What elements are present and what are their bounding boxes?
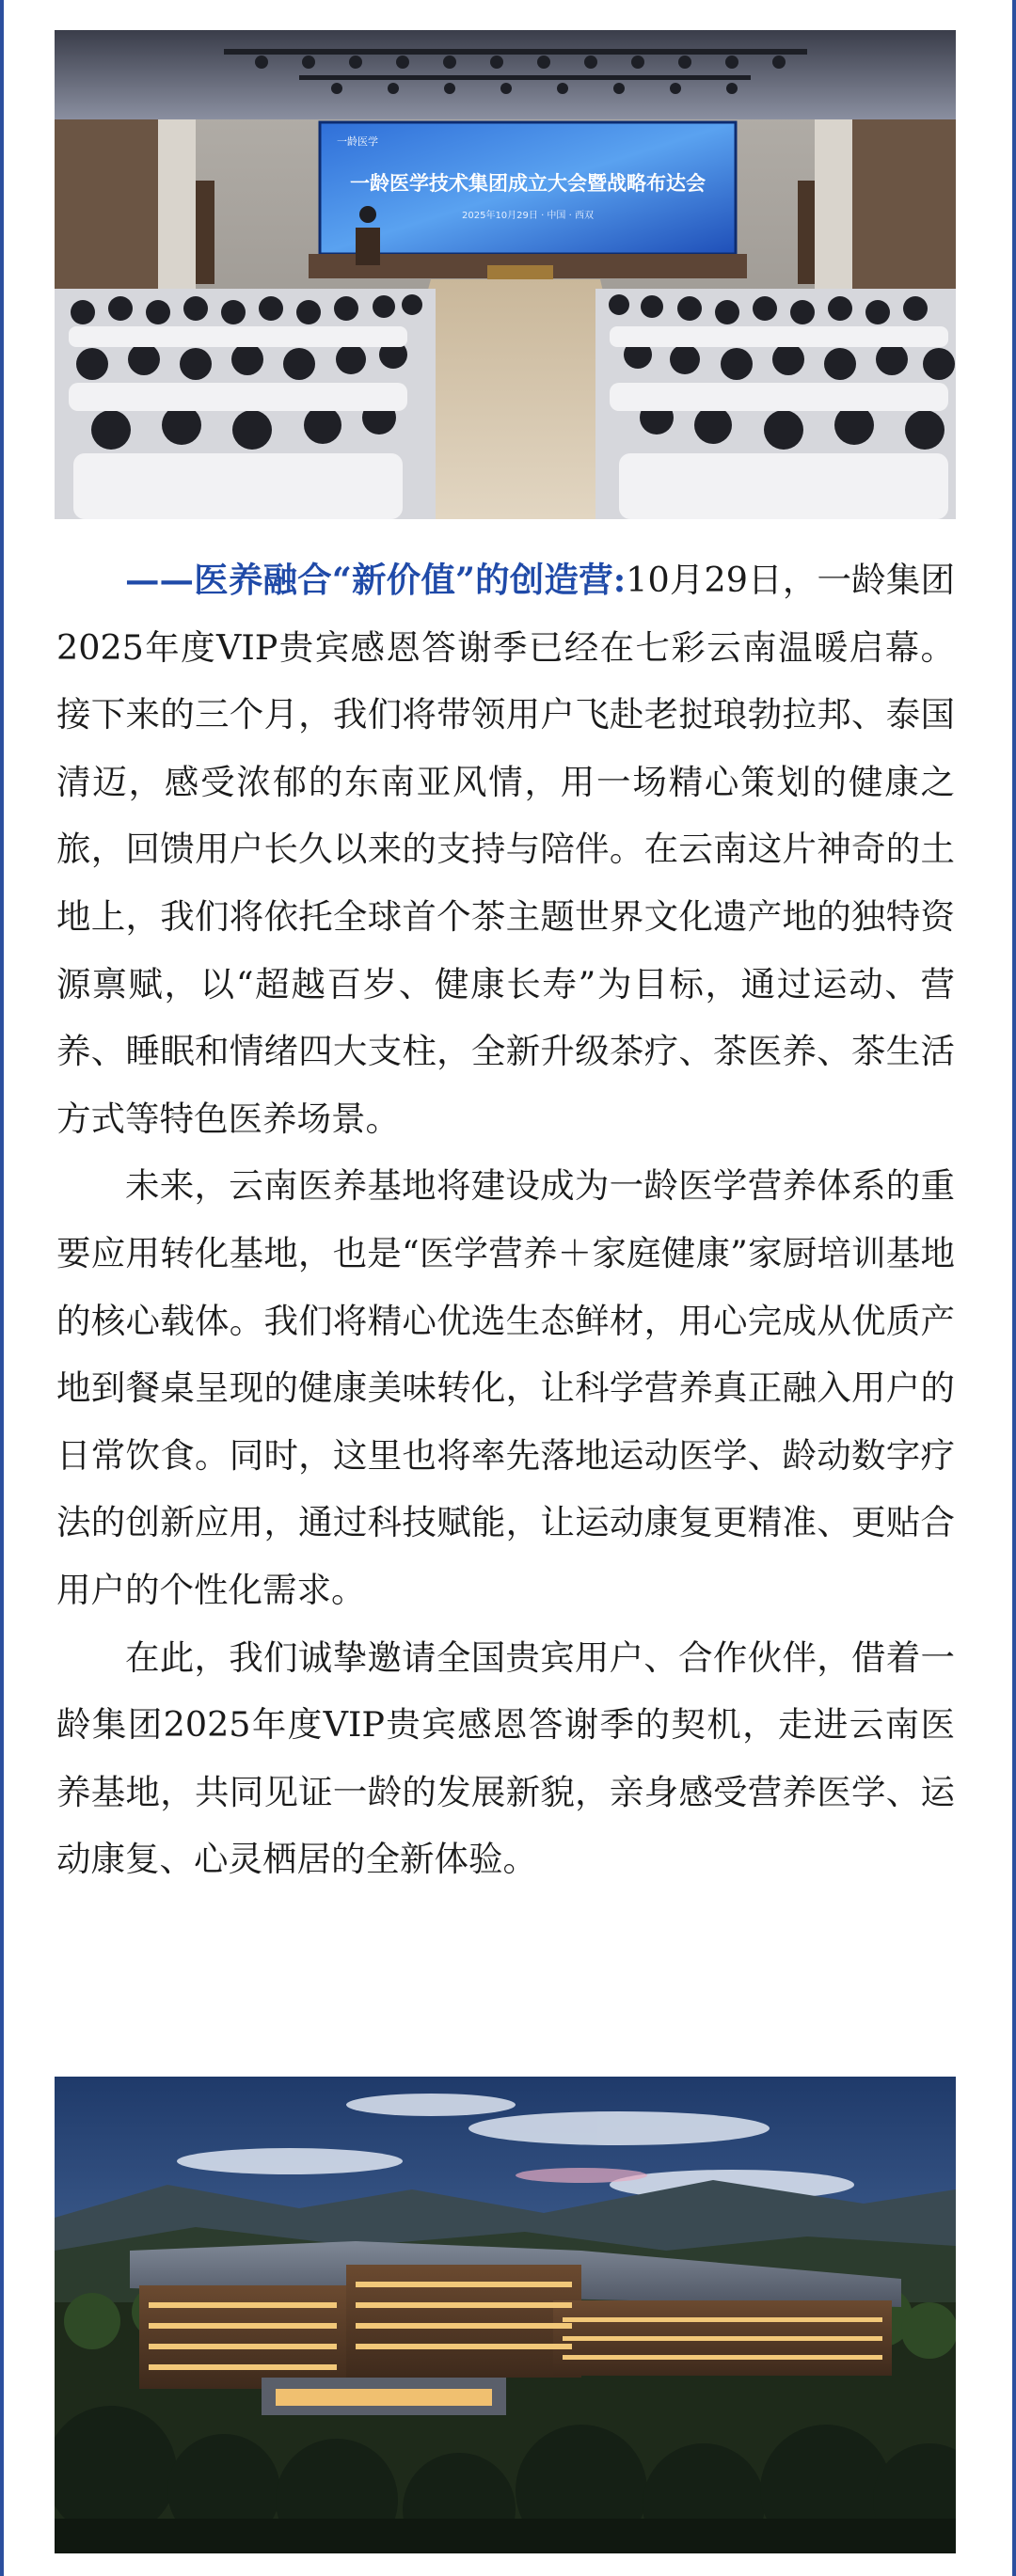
resort-illustration <box>55 2077 956 2553</box>
paragraph-3: 在此，我们诚挚邀请全国贵宾用户、合作伙伴，借着一龄集团2025年度VIP贵宾感恩答谢季的契机，走进云南医养基地，共同见证一龄的发展新貌，亲身感受营养医学、运动康复、心灵栖居的全新体验。 <box>56 1636 955 1880</box>
screen-title: 一龄医学技术集团成立大会暨战略布达会 <box>350 172 706 195</box>
paragraph-1 <box>56 546 955 1152</box>
paragraph-2: 未来，云南医养基地将建设成为一龄医学营养体系的重要应用转化基地，也是“医学营养＋家庭健康”家厨培训基地的核心载体。我们将精心优选生态鲜材，用心完成从优质产地到餐桌呈现的健康美味转化，让科学营养真正融入用户的日常饮食。同时，这里也将率先落地运动医学、龄动数字疗法的创新应用，通过科技赋能，让运动康复更精准、更贴合用户的个性化需求。 <box>56 1165 955 1610</box>
paragraph-1-body: 10月29日，一龄集团2025年度VIP贵宾感恩答谢季已经在七彩云南温暖启幕。接下来的三个月，我们将带领用户飞赴老挝琅勃拉邦、泰国清迈，感受浓郁的东南亚风情，用一场精心策划的健康之旅，回馈用户长久以来的支持与陪伴。在云南这片神奇的土地上，我们将依托全球首个茶主题世界文化遗产地的独特资源禀赋，以“超越百岁、健康长寿”为目标，通过运动、营养、睡眠和情绪四大支柱，全新升级茶疗、茶医养、茶生活方式等特色医养场景。 <box>56 560 955 1139</box>
screen-subtitle: 2025年10月29日 · 中国 · 西双 <box>462 211 594 221</box>
paragraph-1-lead: ——医养融合“新价值”的创造营: <box>125 560 627 600</box>
screen-logo: 一龄医学 <box>337 135 378 148</box>
article-body <box>56 546 955 1893</box>
conference-illustration <box>55 30 956 519</box>
resort-photo <box>55 2077 956 2553</box>
conference-photo <box>55 30 956 519</box>
